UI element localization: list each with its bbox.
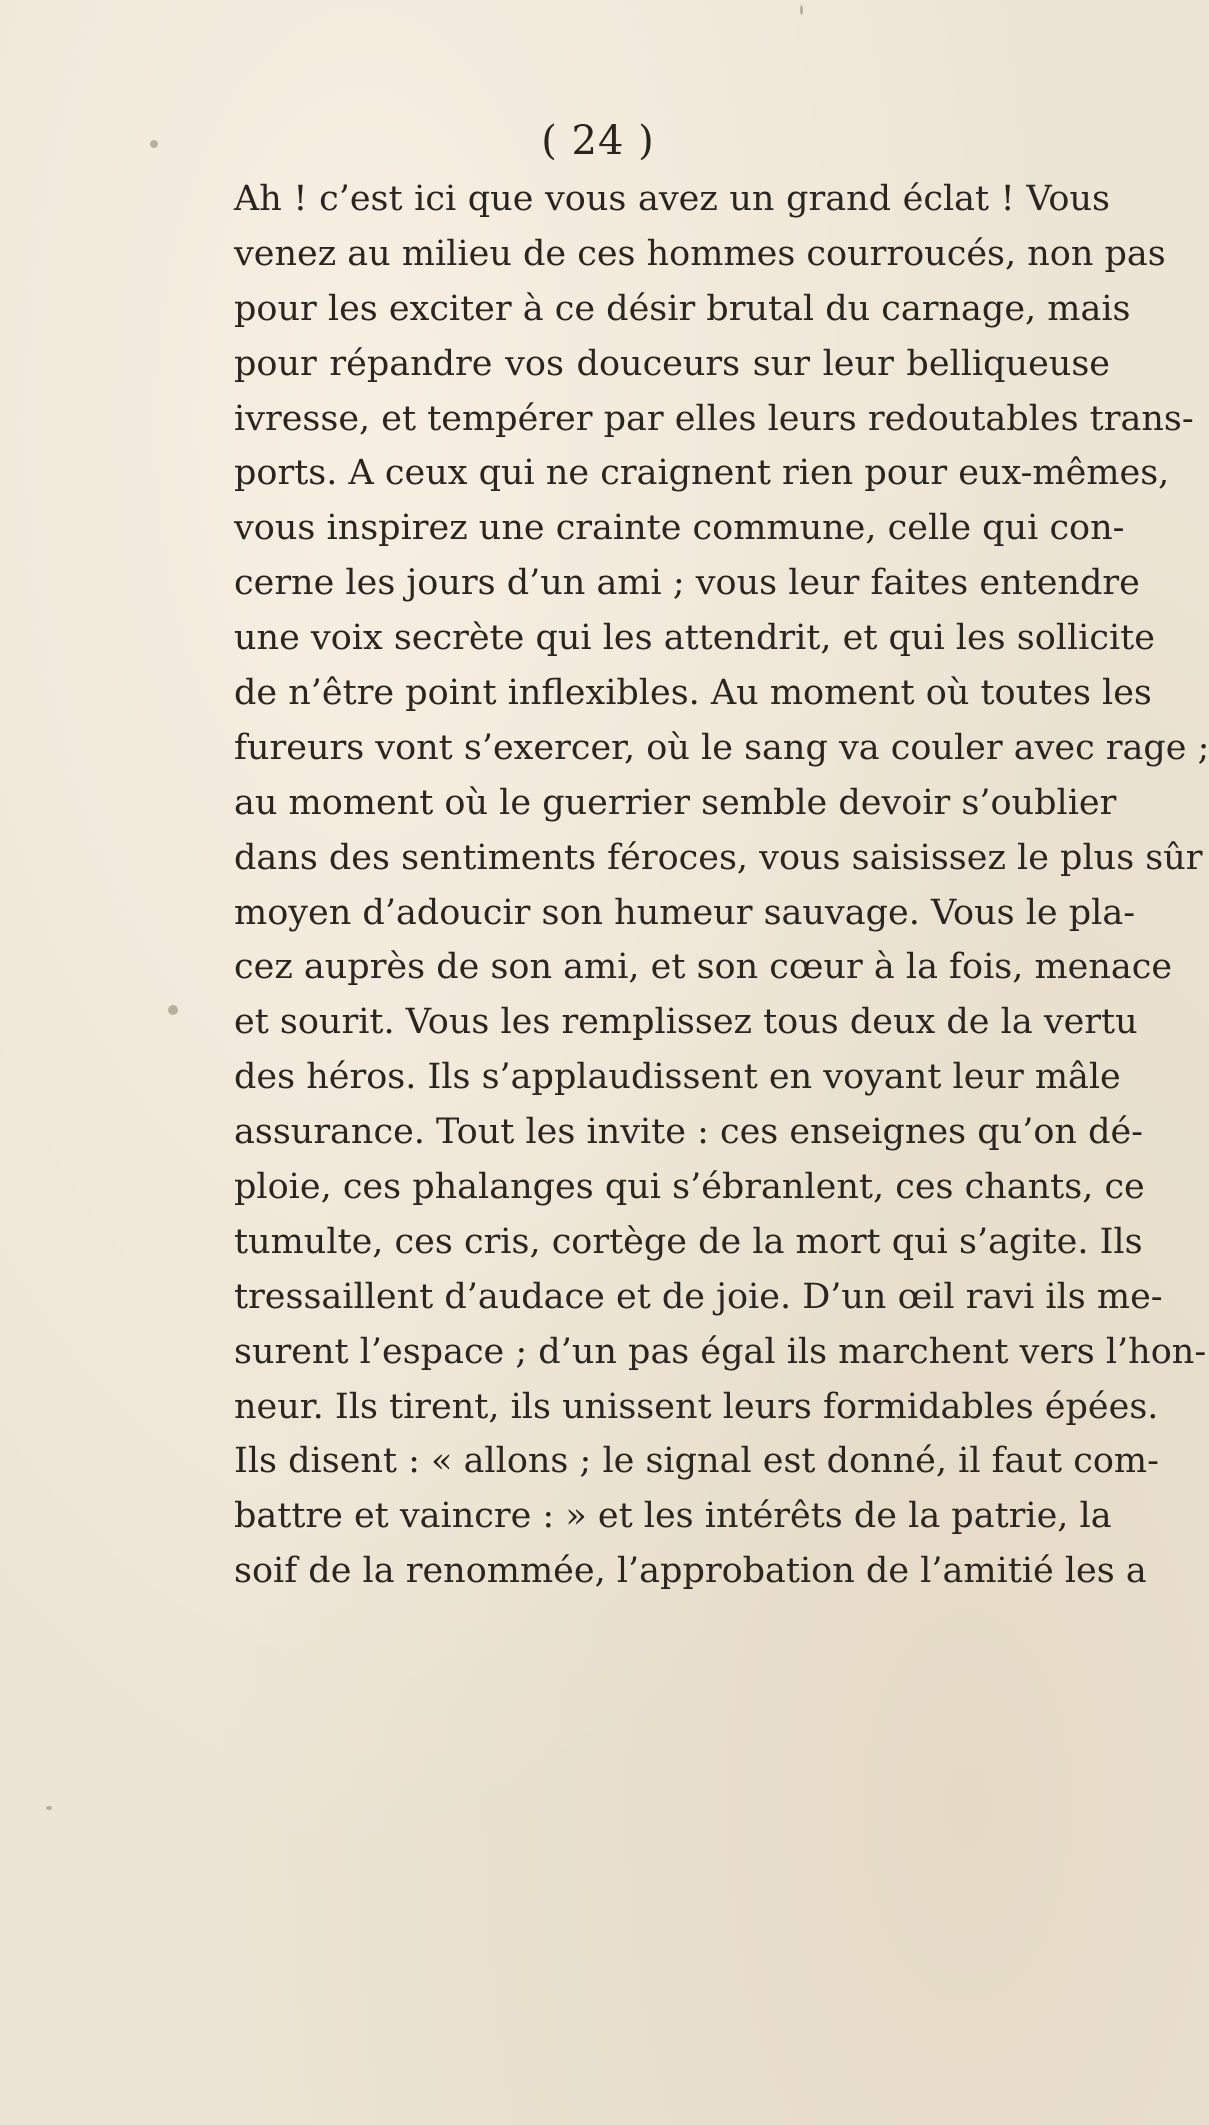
text-line: fureurs vont s’exercer, où le sang va couler avec rage ; <box>234 727 1209 768</box>
text-line: assurance. Tout les invite : ces enseignes qu’on dé- <box>234 1112 1144 1153</box>
text-line: tumulte, ces cris, cortège de la mort qui s’agite. Ils <box>234 1221 1143 1262</box>
text-line: ploie, ces phalanges qui s’ébranlent, ces chants, ce <box>234 1167 1145 1208</box>
text-line: cez auprès de son ami, et son cœur à la fois, menace <box>234 947 1173 988</box>
text-line: Ils disent : « allons ; le signal est donné, il faut com- <box>234 1441 1159 1482</box>
text-line: cerne les jours d’un ami ; vous leur faites entendre <box>234 563 1140 604</box>
text-line: battre et vaincre : » et les intérêts de la patrie, la <box>234 1496 1112 1537</box>
text-line: Ah ! c’est ici que vous avez un grand éclat ! Vous <box>234 179 1110 219</box>
text-line: vous inspirez une crainte commune, celle qui con- <box>234 508 1125 549</box>
text-line: moyen d’adoucir son humeur sauvage. Vous le pla- <box>234 892 1136 933</box>
paper-speck <box>150 140 158 148</box>
text-line: tressaillent d’audace et de joie. D’un œil ravi ils me- <box>234 1276 1163 1317</box>
text-line: ports. A ceux qui ne craignent rien pour eux-mêmes, <box>234 453 1170 494</box>
text-line: au moment où le guerrier semble devoir s’oublier <box>234 782 1117 823</box>
text-line: des héros. Ils s’applaudissent en voyant leur mâle <box>234 1057 1121 1098</box>
text-line: pour les exciter à ce désir brutal du carnage, mais <box>234 288 1131 329</box>
paper-speck <box>46 1806 52 1810</box>
text-line: une voix secrète qui les attendrit, et qui les sollicite <box>234 618 1155 659</box>
text-line: et sourit. Vous les remplissez tous deux de la vertu <box>234 1002 1138 1043</box>
text-line: pour répandre vos douceurs sur leur belliqueuse <box>234 343 1110 384</box>
body-text <box>234 172 1209 1599</box>
page-number: ( 24 ) <box>541 118 655 164</box>
text-line: surent l’espace ; d’un pas égal ils marchent vers l’hon- <box>234 1331 1207 1372</box>
text-line: soif de la renommée, l’approbation de l’amitié les a <box>234 1551 1147 1592</box>
text-line: de n’être point inflexibles. Au moment où toutes les <box>234 673 1152 714</box>
text-line: dans des sentiments féroces, vous saisissez le plus sûr <box>234 837 1203 878</box>
text-line: neur. Ils tirent, ils unissent leurs formidables épées. <box>234 1386 1159 1427</box>
text-line: ivresse, et tempérer par elles leurs redoutables trans- <box>234 398 1194 439</box>
paper-speck <box>168 1005 178 1015</box>
paper-speck <box>800 5 803 15</box>
text-line: venez au milieu de ces hommes courroucés, non pas <box>234 233 1166 274</box>
